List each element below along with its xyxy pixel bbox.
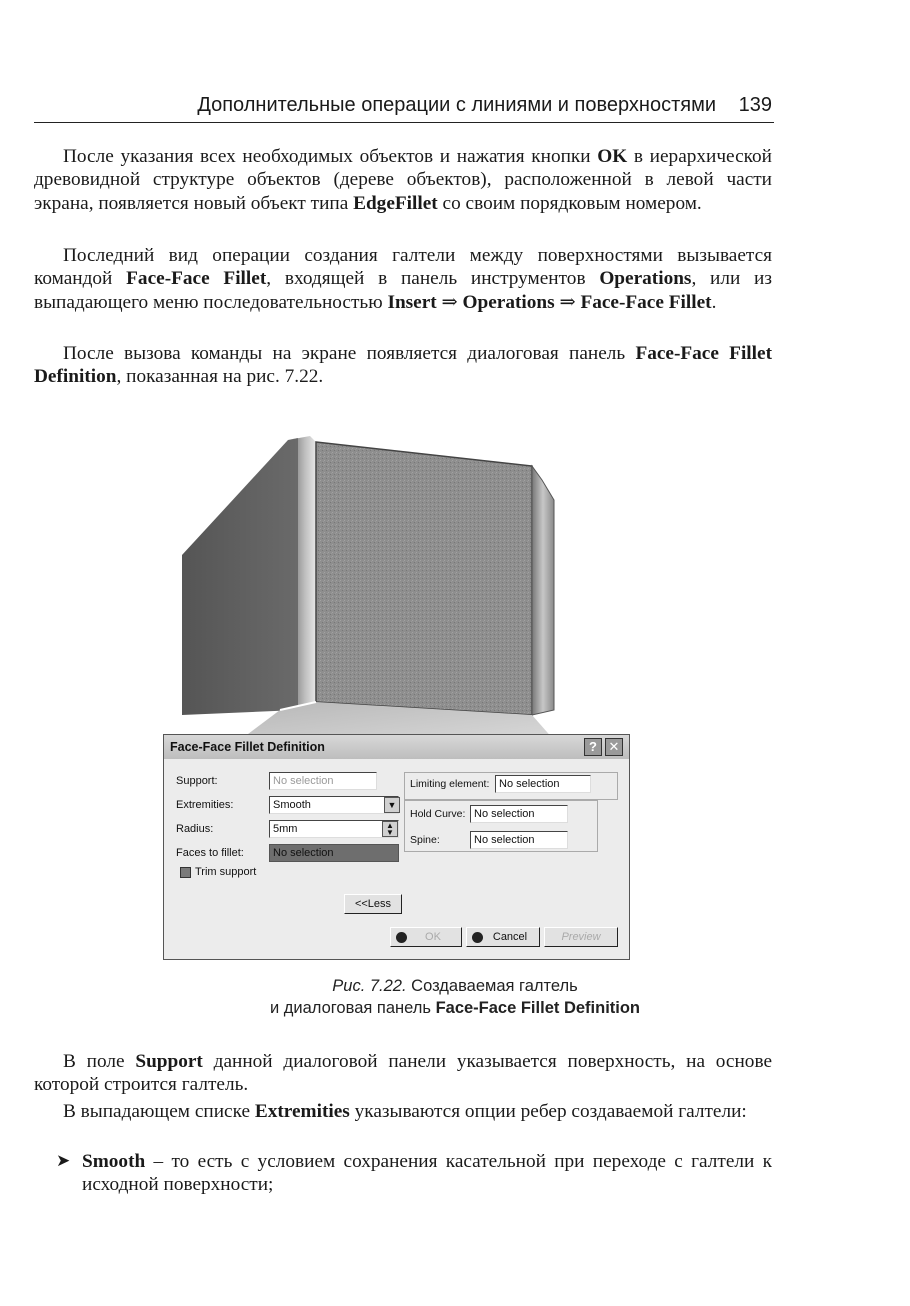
- text: со своим порядковым номером.: [437, 192, 702, 214]
- bullet-item-smooth: [56, 1150, 772, 1197]
- bold-term: Smooth: [82, 1151, 146, 1172]
- bold-term: Face-Face Fillet: [580, 291, 712, 313]
- faces-to-fillet-label: Faces to fillet:: [176, 847, 244, 859]
- running-title: Дополнительные операции с линиями и поверхностями: [197, 94, 716, 116]
- less-button[interactable]: [344, 894, 402, 914]
- trim-support-label: Trim support: [195, 866, 257, 878]
- text: После указания всех необходимых объектов и нажатия кнопки: [63, 146, 598, 167]
- bold-term: Insert: [387, 291, 437, 313]
- caption-bold: Face-Face Fillet Definition: [435, 999, 641, 1017]
- less-button-label: <<Less: [354, 898, 392, 910]
- bold-term: EdgeFillet: [353, 192, 438, 214]
- text: После вызова команды на экране появляется диалоговая панель: [63, 343, 636, 364]
- extremities-label: Extremities:: [176, 799, 234, 811]
- faces-to-fillet-field[interactable]: No selection: [269, 844, 399, 862]
- text: Последний вид операции создания галтели между поверхностями вызывается командой: [34, 245, 772, 290]
- text: В поле: [63, 1051, 136, 1072]
- text: данной диалоговой панели указывается поверхность, на основе которой строится галтель.: [34, 1051, 772, 1096]
- hold-curve-field[interactable]: No selection: [470, 805, 568, 823]
- spinner-icon[interactable]: ▲ ▼: [382, 821, 398, 837]
- limiting-element-field[interactable]: No selection: [495, 775, 591, 793]
- text: – то есть с условием сохранения касательной при переходе с галтели к исходной поверхности;: [82, 1151, 772, 1196]
- close-button[interactable]: ✕: [605, 738, 623, 756]
- preview-button-label: Preview: [561, 931, 601, 943]
- caption-text: Создаваемая галтель: [406, 977, 578, 995]
- dialog-title: Face-Face Fillet Definition: [170, 740, 325, 754]
- paragraph-2: [34, 244, 772, 314]
- bullet-arrow-icon: ➤: [56, 1151, 71, 1171]
- bold-term: Extremities: [254, 1101, 350, 1122]
- spine-label: Spine:: [410, 834, 440, 846]
- arrow-text: ⇒: [436, 291, 463, 313]
- bold-term: Face-Face Fillet: [126, 268, 267, 290]
- paragraph-4: [34, 1050, 772, 1097]
- paragraph-5: [34, 1100, 772, 1123]
- bold-term: Face-Face Fillet Definition: [34, 343, 773, 388]
- figure-caption-line-1: [0, 975, 910, 997]
- ok-button-label: OK: [425, 931, 441, 943]
- chevron-down-icon[interactable]: ▼: [384, 797, 400, 813]
- support-label: Support:: [176, 775, 218, 787]
- extremities-dropdown[interactable]: Smooth: [269, 796, 399, 814]
- preview-button[interactable]: [544, 927, 618, 947]
- text: В выпадающем списке: [63, 1101, 255, 1122]
- fillet-model-illustration: [160, 420, 632, 740]
- cancel-button[interactable]: [466, 927, 540, 947]
- text: , или из выпадающего меню последовательностью: [34, 268, 772, 313]
- paragraph-1: [34, 145, 772, 215]
- dialog-titlebar: [164, 735, 629, 759]
- support-field[interactable]: No selection: [269, 772, 377, 790]
- figure-caption-line-2: [0, 997, 910, 1019]
- bullet-text: [82, 1150, 772, 1197]
- text: .: [711, 291, 717, 313]
- bold-term: Operations: [462, 291, 555, 313]
- bold-term: Operations: [599, 268, 692, 290]
- page-number: 139: [738, 94, 772, 116]
- text: , входящей в панель инструментов: [266, 268, 600, 290]
- arrow-text: ⇒: [554, 291, 581, 313]
- ok-button[interactable]: [390, 927, 462, 947]
- hold-curve-label: Hold Curve:: [410, 808, 466, 820]
- bold-term: Support: [135, 1051, 203, 1072]
- spine-field[interactable]: No selection: [470, 831, 568, 849]
- trim-support-checkbox[interactable]: [180, 867, 191, 878]
- caption-text: и диалоговая панель: [269, 999, 436, 1017]
- figure-label: Рис. 7.22.: [332, 977, 407, 995]
- face-face-fillet-dialog: [163, 734, 630, 960]
- bold-term: OK: [597, 146, 628, 167]
- help-button[interactable]: ?: [584, 738, 602, 756]
- cancel-button-label: Cancel: [492, 931, 528, 943]
- paragraph-3: [34, 342, 772, 389]
- left-face: [182, 438, 298, 715]
- figure-7-22: [160, 420, 632, 965]
- text: указываются опции ребер создаваемой галтели:: [349, 1101, 747, 1122]
- text: , показанная на рис. 7.22.: [116, 366, 324, 388]
- radius-input[interactable]: 5mm: [269, 820, 399, 838]
- right-edge: [532, 466, 554, 715]
- limiting-element-label: Limiting element:: [410, 778, 490, 790]
- text: в иерархической древовидной структуре объектов (дереве объектов), расположенной в левой части экрана, появляется новый объект типа: [34, 146, 772, 214]
- radius-label: Radius:: [176, 823, 214, 835]
- running-head: [34, 92, 774, 123]
- front-face: [316, 442, 532, 715]
